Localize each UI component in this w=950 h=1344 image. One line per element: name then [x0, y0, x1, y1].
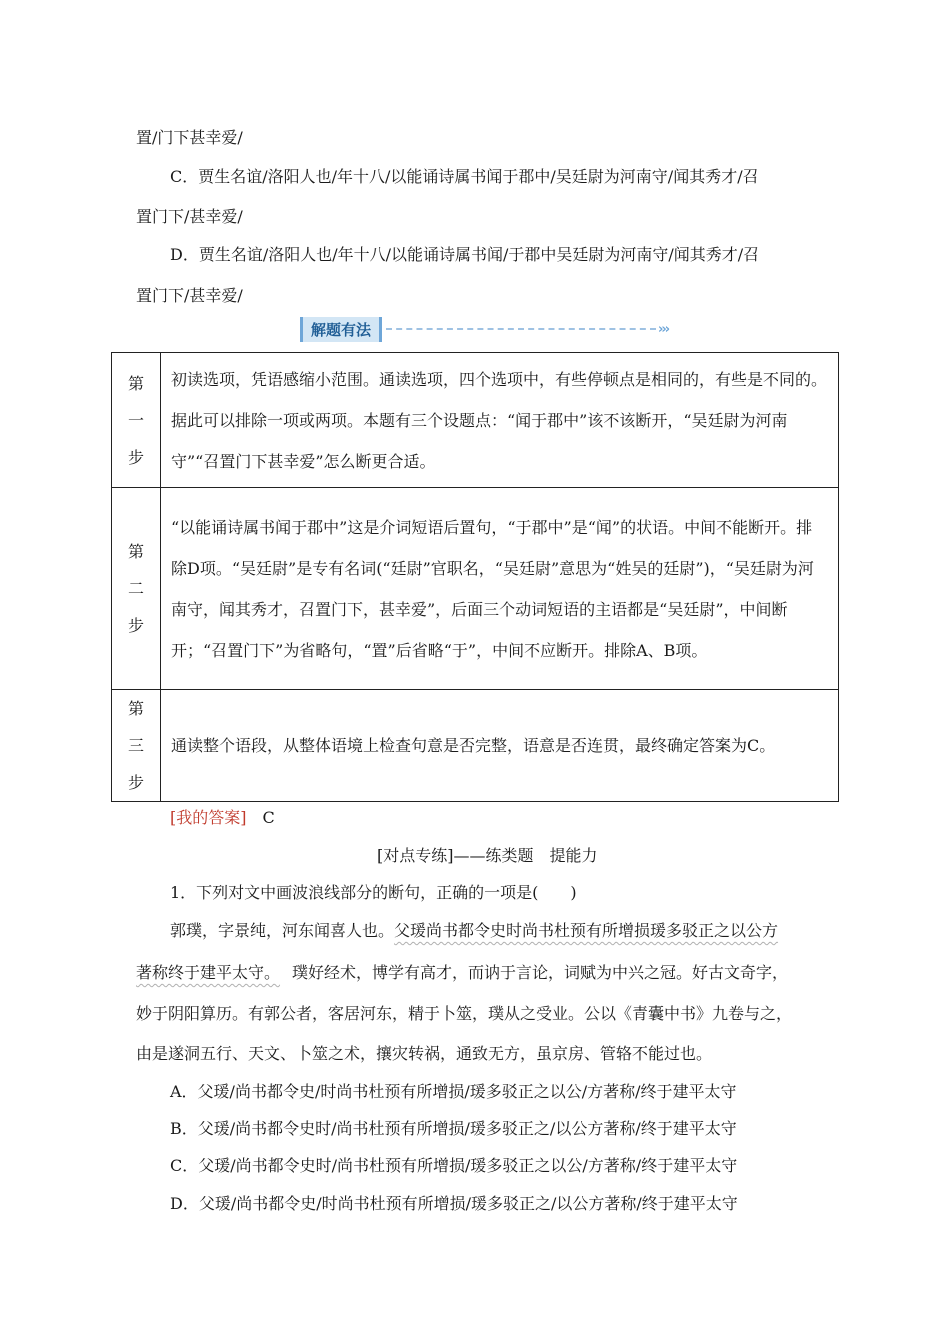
intro-option-c-line-2: 置门下/甚幸爱/ — [136, 207, 243, 226]
method-banner-label: 解题有法 — [300, 317, 382, 342]
step-3-label — [112, 690, 161, 802]
passage-line-4: 由是遂洞五行、天文、卜筮之术，攘灾转祸，通致无方，虽京房、管辂不能过也。 — [136, 1044, 713, 1063]
step-row-1 — [112, 353, 839, 488]
method-banner — [300, 316, 668, 342]
step-2-label-char: 步 — [127, 616, 144, 635]
option-a: A．父瑗/尚书都令史/时尚书杜预有所增损/瑗多驳正之以公/方著称/终于建平太守 — [170, 1082, 737, 1101]
step-1-text: 初读选项，凭语感缩小范围。通读选项，四个选项中，有些停顿点是相同的，有些是不同的。据此可以排除一项或两项。本题有三个设题点：“闻于郡中”该不该断开，“吴廷尉为河南守”“召置门下甚幸爱”怎么断更合适。 — [161, 353, 839, 488]
intro-line-1: 置/门下甚幸爱/ — [136, 128, 243, 147]
step-row-3 — [112, 690, 839, 802]
steps-table — [111, 352, 839, 802]
option-c: C．父瑗/尚书都令史时/尚书杜预有所增损/瑗多驳正之以公/方著称/终于建平太守 — [170, 1156, 738, 1175]
option-b: B．父瑗/尚书都令史时/尚书杜预有所增损/瑗多驳正之/以公方著称/终于建平太守 — [170, 1119, 737, 1138]
step-1-label-char: 第 — [127, 373, 144, 393]
my-answer-value: C — [262, 808, 275, 827]
my-answer — [170, 808, 275, 828]
step-2-label-char: 二 — [127, 579, 144, 598]
intro-option-d-line-1: D．贾生名谊/洛阳人也/年十八/以能诵诗属书闻/于郡中吴廷尉为河南守/闻其秀才/召 — [170, 245, 760, 264]
step-3-label-char: 步 — [127, 773, 144, 792]
intro-option-d-line-2: 置门下/甚幸爱/ — [136, 286, 243, 305]
passage-line-2-plain: 璞好经术，博学有高才，而讷于言论，词赋为中兴之冠。好古文奇字， — [292, 963, 789, 982]
passage-line-1-plain: 郭璞，字景纯，河东闻喜人也。 — [170, 921, 395, 940]
step-1-label — [112, 353, 161, 488]
banner-dashed-line — [386, 328, 656, 330]
passage-wavy-segment-1: 父瑗尚书都令史时尚书杜预有所增损瑗多驳正之以公方 — [394, 921, 779, 940]
passage-line-2 — [136, 963, 788, 983]
intro-option-c-line-1: C．贾生名谊/洛阳人也/年十八/以能诵诗属书闻于郡中/吴廷尉为河南守/闻其秀才/召 — [170, 167, 759, 186]
step-2-label-char: 第 — [127, 542, 144, 561]
step-3-label-char: 三 — [127, 736, 144, 755]
step-2-label — [112, 488, 161, 690]
section-title: [对点专练]——练类题 提能力 — [377, 846, 598, 865]
my-answer-tag: [我的答案] — [170, 808, 247, 827]
step-1-label-char: 一 — [127, 410, 144, 430]
triple-chevron-icon: ››› — [658, 321, 669, 337]
step-2-text: “以能诵诗属书闻于郡中”这是介词短语后置句，“于郡中”是“闻”的状语。中间不能断开。排除D项。“吴廷尉”是专有名词(“廷尉”官职名，“吴廷尉”意思为“姓吴的廷尉”)，“吴廷尉为河南守，闻其秀才，召置门下，甚幸爱”，后面三个动词短语的主语都是“吴廷尉”，中间断开；“召置门下”为省略句，“置”后省略“于”，中间不应断开。排除A、B项。 — [161, 488, 839, 690]
step-row-2 — [112, 488, 839, 690]
step-3-text: 通读整个语段，从整体语境上检查句意是否完整，语意是否连贯，最终确定答案为C。 — [161, 690, 839, 802]
step-1-label-char: 步 — [127, 447, 144, 467]
option-d: D．父瑗/尚书都令史/时尚书杜预有所增损/瑗多驳正之/以公方著称/终于建平太守 — [170, 1194, 738, 1213]
passage-line-3: 妙于阴阳算历。有郭公者，客居河东，精于卜筮，璞从之受业。公以《青囊中书》九卷与之， — [136, 1004, 793, 1023]
passage-line-1 — [170, 921, 778, 941]
passage-wavy-segment-2: 著称终于建平太守。 — [136, 963, 281, 982]
question-stem: 1．下列对文中画波浪线部分的断句，正确的一项是( ) — [170, 883, 577, 902]
step-3-label-char: 第 — [127, 699, 144, 718]
